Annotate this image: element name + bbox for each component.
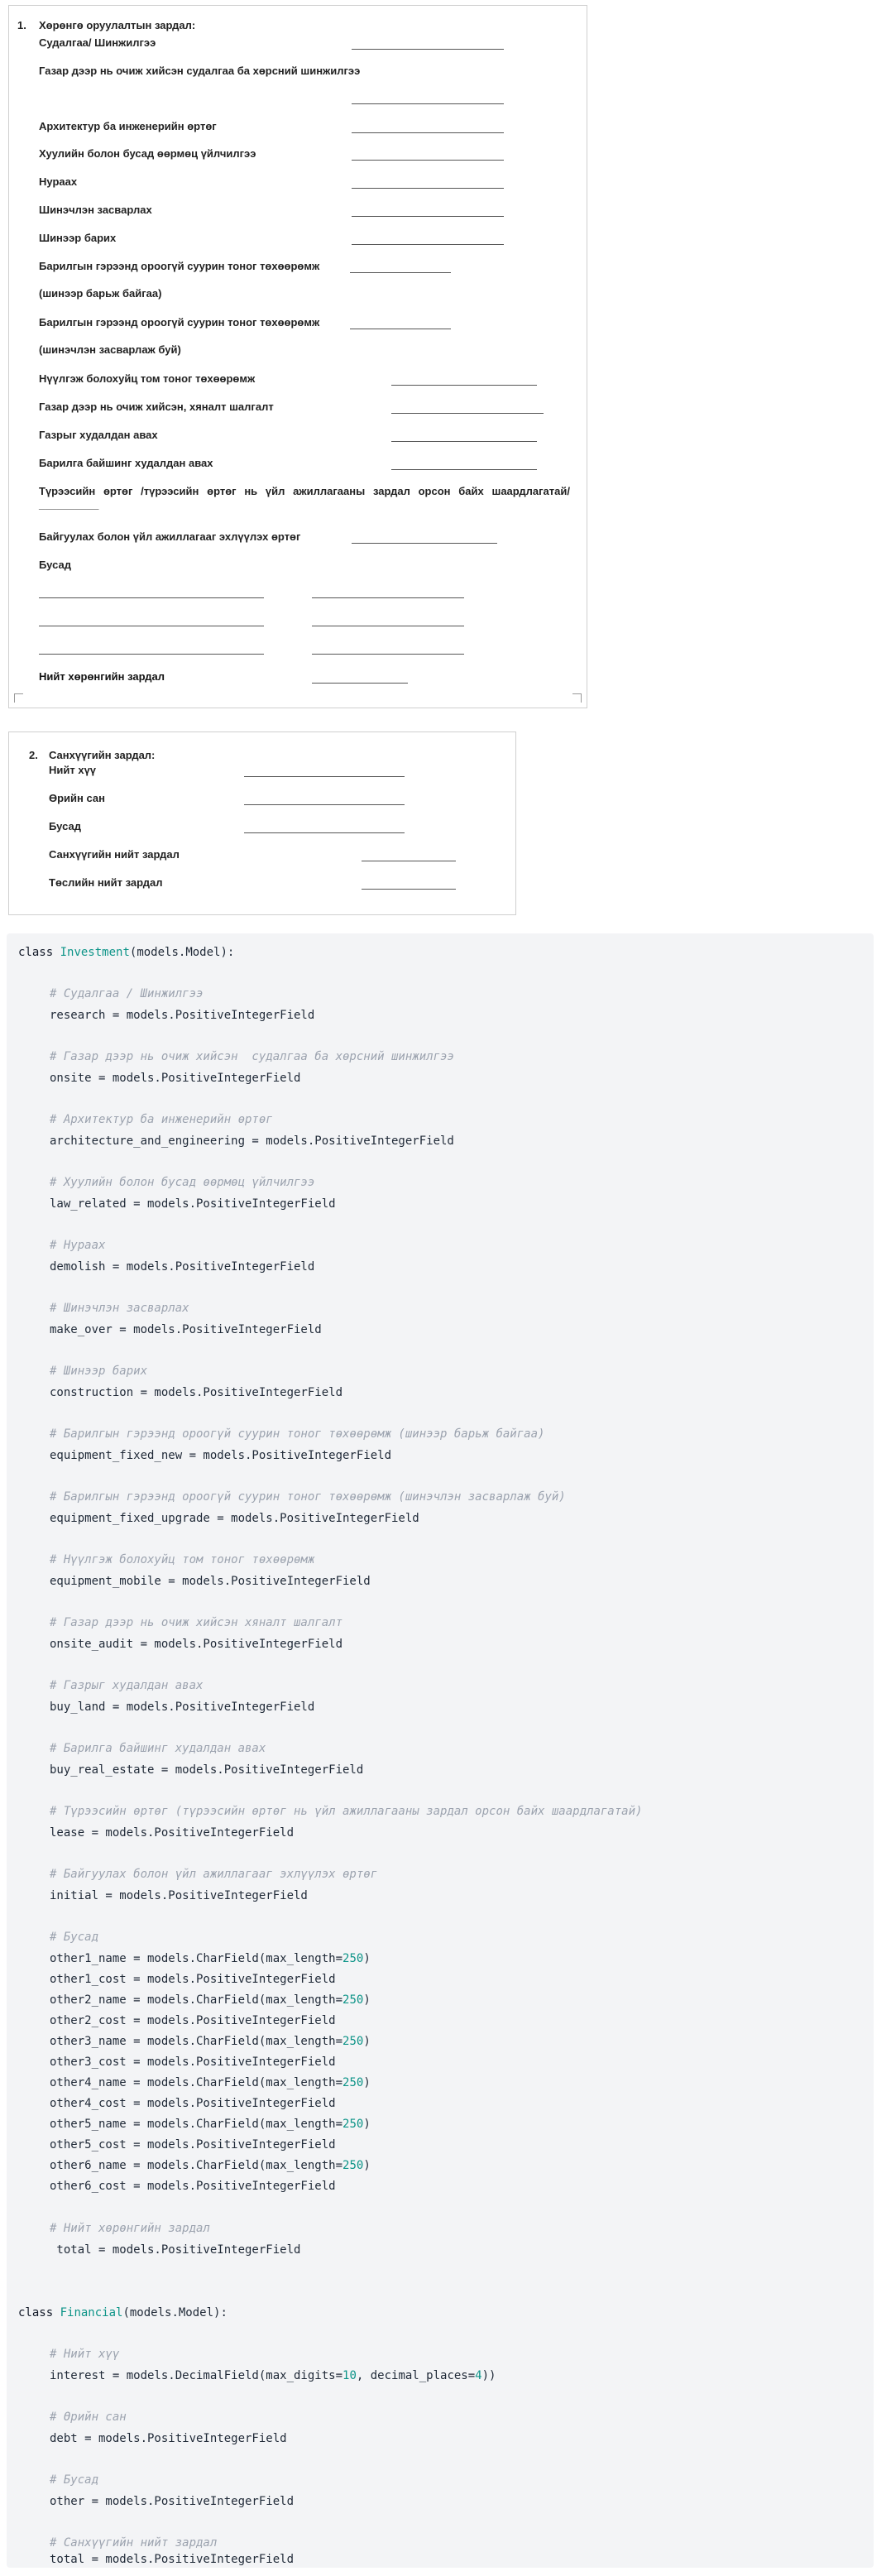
blank-line	[352, 103, 504, 104]
class-base: (models.Model):	[122, 2306, 228, 2319]
code-number: 250	[343, 2118, 364, 2131]
form-item-onsite: Газар дээр нь очиж хийсэн судалгаа ба хөрсний шинжилгээ	[39, 65, 361, 77]
code-field: architecture_and_engineering = models.PositiveIntegerField	[50, 1134, 454, 1148]
code-field: make_over = models.PositiveIntegerField	[50, 1323, 322, 1336]
blank-line	[352, 543, 497, 544]
code-field: lease = models.PositiveIntegerField	[50, 1826, 295, 1840]
code-field: other5_cost = models.PositiveIntegerField	[50, 2138, 336, 2151]
code-text: )	[363, 2118, 371, 2131]
code-number: 250	[343, 2035, 364, 2048]
code-field: debt = models.PositiveIntegerField	[50, 2432, 287, 2445]
code-comment: # Архитектур ба инженерийн өртөг	[50, 1113, 273, 1126]
form-item-architecture: Архитектур ба инженерийн өртөг	[39, 120, 217, 132]
code-field: equipment_mobile = models.PositiveIntegerField	[50, 1575, 371, 1588]
form-item-equipment-new-note: (шинээр барьж байгаа)	[39, 287, 162, 300]
code-field: equipment_fixed_new = models.PositiveIntegerField	[50, 1449, 392, 1462]
section-title: Санхүүгийн зардал:	[49, 749, 156, 761]
form-item-total: Нийт хөрөнгийн зардал	[39, 670, 165, 683]
code-comment: # Өрийн сан	[50, 2411, 127, 2424]
code-number: 10	[343, 2369, 357, 2382]
code-field	[50, 2034, 371, 2049]
code-number: 250	[343, 2076, 364, 2089]
code-field	[50, 1993, 371, 2008]
form-item-debt: Өрийн сан	[49, 792, 105, 804]
code-field: onsite = models.PositiveIntegerField	[50, 1072, 301, 1085]
code-number: 4	[475, 2369, 482, 2382]
corner-mark	[14, 693, 23, 703]
form-item-equipment-upgrade-note: (шинэчлэн засварлаж буй)	[39, 343, 181, 356]
code-text: ))	[481, 2369, 496, 2382]
code-comment: # Шинэчлэн засварлах	[50, 1302, 189, 1315]
code-comment: # Газрыг худалдан авах	[50, 1679, 204, 1692]
code-field	[50, 2117, 371, 2132]
blank-line	[352, 132, 504, 133]
blank-line	[391, 469, 537, 470]
code-block	[7, 933, 874, 2568]
other-cost-line	[312, 654, 464, 655]
blank-line	[244, 804, 405, 805]
code-text: )	[363, 1952, 371, 1965]
code-text: other1_name = models.CharField(max_length=	[50, 1952, 343, 1965]
code-comment: # Барилга байшинг худалдан авах	[50, 1742, 266, 1755]
form-item-other: Бусад	[39, 559, 71, 571]
blank-line	[352, 160, 504, 161]
class-name: Financial	[60, 2306, 123, 2319]
code-text: other3_name = models.CharField(max_length=	[50, 2035, 343, 2048]
code-comment: # Нүүлгэж болохуйц том тоног төхөөрөмж	[50, 1553, 315, 1566]
code-comment: # Шинээр барих	[50, 1365, 148, 1378]
code-text: other4_name = models.CharField(max_length=	[50, 2076, 343, 2089]
form-item-equipment-upgrade: Барилгын гэрээнд ороогүй суурин тоног төхөөрөмж	[39, 316, 320, 329]
code-text: )	[363, 2159, 371, 2172]
code-text: other6_name = models.CharField(max_length=	[50, 2159, 343, 2172]
class-name: Investment	[60, 946, 130, 959]
code-comment: # Түрээсийн өртөг (түрээсийн өртөг нь үйл ажиллагааны зардал орсон байх шаардлагатай)	[50, 1805, 643, 1818]
blank-line	[350, 272, 451, 273]
keyword-class: class	[18, 946, 54, 959]
code-field: total = models.PositiveIntegerField	[50, 2553, 295, 2566]
code-class-financial	[18, 2305, 228, 2320]
code-comment: # Бусад	[50, 2473, 99, 2487]
blank-line	[352, 49, 504, 50]
blank-line	[352, 244, 504, 245]
code-field: buy_land = models.PositiveIntegerField	[50, 1701, 315, 1714]
code-field: buy_real_estate = models.PositiveIntegerField	[50, 1763, 364, 1777]
form-item-initial: Байгуулах болон үйл ажиллагааг эхлүүлэх өртөг	[39, 530, 301, 543]
other-name-line	[39, 597, 264, 598]
code-comment: # Газар дээр нь очиж хийсэн судалгаа ба хөрсний шинжилгээ	[50, 1050, 454, 1063]
code-field: demolish = models.PositiveIntegerField	[50, 1260, 315, 1274]
form-item-demolish: Нураах	[39, 175, 78, 188]
code-field: onsite_audit = models.PositiveIntegerField	[50, 1638, 343, 1651]
form-item-interest: Нийт хүү	[49, 764, 97, 776]
form-item-makeover: Шинэчлэн засварлах	[39, 204, 152, 216]
code-text: , decimal_places=	[356, 2369, 476, 2382]
code-field: other1_cost = models.PositiveIntegerField	[50, 1973, 336, 1986]
section-number: 2.	[29, 749, 38, 761]
code-field: law_related = models.PositiveIntegerField	[50, 1197, 336, 1211]
code-field: research = models.PositiveIntegerField	[50, 1009, 315, 1022]
form-item-law: Хуулийн болон бусад өөрмөц үйлчилгээ	[39, 147, 256, 160]
code-comment: # Барилгын гэрээнд ороогүй суурин тоног төхөөрөмж (шинээр барьж байгаа)	[50, 1427, 545, 1441]
blank-line	[362, 889, 456, 890]
other-cost-line	[312, 597, 464, 598]
other-name-line	[39, 654, 264, 655]
form-item-financial-total: Санхүүгийн нийт зардал	[49, 848, 180, 861]
form-item-buy-building: Барилга байшинг худалдан авах	[39, 457, 213, 469]
code-number: 250	[343, 2159, 364, 2172]
code-field	[50, 2368, 496, 2383]
code-comment: # Байгуулах болон үйл ажиллагааг эхлүүлэх өртөг	[50, 1868, 378, 1881]
form-item-lease: Түрээсийн өртөг /түрээсийн өртөг нь үйл ажиллагааны зардал орсон байх шаардлагатай/ __________	[39, 485, 570, 511]
code-field: other2_cost = models.PositiveIntegerField	[50, 2014, 336, 2027]
code-comment: # Судалгаа / Шинжилгээ	[50, 987, 204, 1000]
blank-line	[244, 776, 405, 777]
code-comment: # Нийт хүү	[50, 2348, 120, 2361]
code-comment: # Хуулийн болон бусад өөрмөц үйлчилгээ	[50, 1176, 315, 1189]
code-comment: # Нийт хөрөнгийн зардал	[50, 2222, 210, 2235]
code-text: interest = models.DecimalField(max_digits=	[50, 2369, 343, 2382]
code-number: 250	[343, 1952, 364, 1965]
code-text: other2_name = models.CharField(max_length=	[50, 1993, 343, 2007]
code-field: total = models.PositiveIntegerField	[50, 2243, 301, 2257]
code-field: initial = models.PositiveIntegerField	[50, 1889, 308, 1902]
class-base: (models.Model):	[129, 946, 235, 959]
code-text: )	[363, 1993, 371, 2007]
blank-line	[352, 216, 504, 217]
corner-mark	[572, 693, 582, 703]
code-comment: # Барилгын гэрээнд ороогүй суурин тоног төхөөрөмж (шинэчлэн засварлаж буй)	[50, 1490, 566, 1504]
code-number: 250	[343, 1993, 364, 2007]
code-field: equipment_fixed_upgrade = models.PositiveIntegerField	[50, 1512, 419, 1525]
blank-line	[352, 188, 504, 189]
keyword-class: class	[18, 2306, 54, 2319]
section-number: 1.	[17, 19, 26, 31]
code-field: other4_cost = models.PositiveIntegerField	[50, 2097, 336, 2110]
form-item-onsite-audit: Газар дээр нь очиж хийсэн, хяналт шалгалт	[39, 401, 274, 413]
code-field: other = models.PositiveIntegerField	[50, 2495, 295, 2508]
code-comment: # Санхүүгийн нийт зардал	[50, 2536, 218, 2550]
form-item-other: Бусад	[49, 820, 81, 832]
code-text: other5_name = models.CharField(max_length=	[50, 2118, 343, 2131]
code-field	[50, 2075, 371, 2090]
code-field: construction = models.PositiveIntegerField	[50, 1386, 343, 1399]
form-item-research: Судалгаа/ Шинжилгээ	[39, 36, 156, 49]
blank-line	[391, 441, 537, 442]
financial-form-image	[8, 732, 516, 915]
section-title: Хөрөнгө оруулалтын зардал:	[39, 19, 196, 31]
code-comment: # Бусад	[50, 1931, 99, 1944]
form-item-buy-land: Газрыг худалдан авах	[39, 429, 158, 441]
code-class-investment	[18, 945, 234, 960]
form-item-project-total: Төслийн нийт зардал	[49, 876, 163, 889]
blank-line	[391, 413, 544, 414]
code-field: other3_cost = models.PositiveIntegerField	[50, 2056, 336, 2069]
code-field	[50, 1951, 371, 1966]
code-text: )	[363, 2076, 371, 2089]
investment-form-image	[8, 5, 587, 708]
blank-line	[391, 385, 537, 386]
blank-line	[244, 832, 405, 833]
code-field: other6_cost = models.PositiveIntegerField	[50, 2180, 336, 2193]
form-item-construction: Шинээр барих	[39, 232, 117, 244]
code-field	[50, 2158, 371, 2173]
code-comment: # Нураах	[50, 1239, 106, 1252]
form-item-equipment-new: Барилгын гэрээнд ороогүй суурин тоног төхөөрөмж	[39, 260, 320, 272]
form-item-mobile-equipment: Нүүлгэж болохуйц том тоног төхөөрөмж	[39, 372, 256, 385]
code-text: )	[363, 2035, 371, 2048]
blank-line	[312, 683, 408, 684]
code-comment: # Газар дээр нь очиж хийсэн хяналт шалгалт	[50, 1616, 343, 1629]
